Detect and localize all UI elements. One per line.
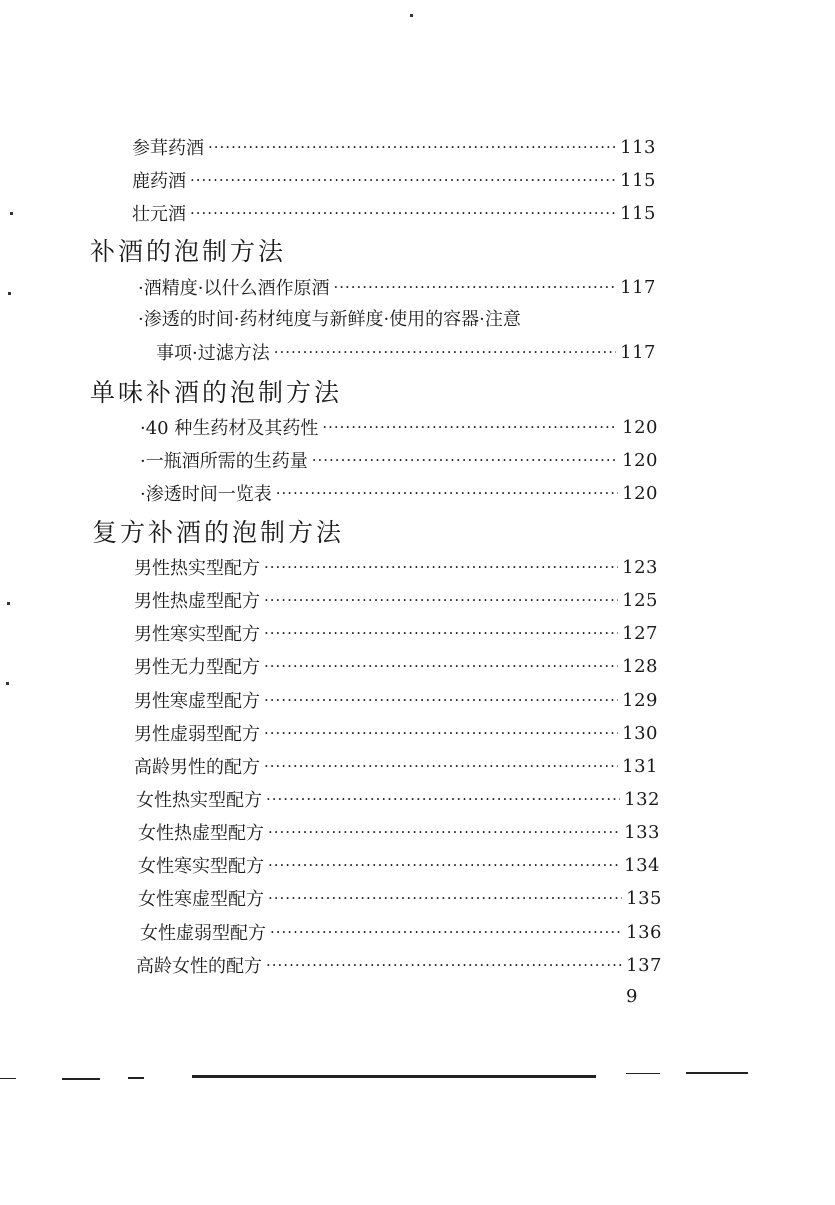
dot-leader [190, 204, 616, 222]
dot-leader [268, 889, 622, 907]
dot-leader [264, 724, 618, 742]
section-heading: 复方补酒的泡制方法 [92, 518, 345, 547]
toc-entry-label: 男性虚弱型配方 [134, 724, 260, 745]
toc-entry[interactable] [140, 444, 658, 476]
bottom-rule [62, 1078, 100, 1080]
dot-leader [270, 923, 622, 941]
toc-entry-label: 参茸药酒 [132, 138, 204, 159]
toc-entry-page: 135 [626, 887, 662, 909]
toc-entry[interactable] [138, 882, 662, 914]
bottom-rule [686, 1072, 748, 1074]
scan-speck [410, 14, 413, 17]
toc-entry[interactable] [136, 949, 662, 981]
toc-entry-page: 120 [622, 449, 658, 471]
toc-entry[interactable] [132, 164, 656, 196]
section-heading: 单味补酒的泡制方法 [90, 378, 343, 407]
toc-entry-page: 117 [620, 276, 656, 298]
toc-entry-label: ·渗透时间一览表 [140, 484, 272, 505]
scan-speck [7, 602, 10, 605]
toc-entry[interactable] [140, 477, 658, 509]
dot-leader [264, 591, 618, 609]
toc-entry-label: 男性寒虚型配方 [134, 691, 260, 712]
toc-entry-page: 130 [622, 722, 658, 744]
dot-leader [264, 558, 618, 576]
toc-entry-page: 127 [622, 622, 658, 644]
scan-speck [6, 682, 9, 685]
toc-entry[interactable] [140, 916, 662, 948]
scan-speck [8, 292, 11, 295]
toc-entry[interactable] [134, 717, 658, 749]
toc-entry-page: 134 [624, 854, 660, 876]
toc-entry-page: 120 [622, 482, 658, 504]
dot-leader [264, 757, 618, 775]
toc-entry[interactable] [134, 584, 658, 616]
toc-entry[interactable] [134, 684, 658, 716]
toc-entry[interactable] [132, 131, 656, 163]
toc-entry-page: 132 [624, 788, 660, 810]
toc-entry[interactable] [138, 271, 656, 303]
toc-entry[interactable] [138, 816, 660, 848]
toc-entry-label: 女性寒实型配方 [138, 856, 264, 877]
dot-leader [268, 856, 620, 874]
toc-entry-page: 117 [620, 341, 656, 363]
toc-entry[interactable] [134, 617, 658, 649]
toc-entry[interactable] [140, 411, 658, 443]
dot-leader [264, 624, 618, 642]
toc-entry[interactable] [138, 849, 660, 881]
dot-leader [266, 956, 622, 974]
toc-entry-label: 壮元酒 [132, 204, 186, 225]
dot-leader [190, 171, 616, 189]
toc-entry-label: 女性热虚型配方 [138, 823, 264, 844]
dot-leader [266, 790, 620, 808]
dot-leader [333, 278, 616, 296]
toc-entry[interactable] [132, 197, 656, 229]
dot-leader [208, 138, 616, 156]
toc-entry-page: 137 [626, 954, 662, 976]
dot-leader [312, 451, 618, 469]
section-heading: 补酒的泡制方法 [90, 237, 287, 266]
dot-leader [264, 691, 618, 709]
toc-entry-label: 女性虚弱型配方 [140, 923, 266, 944]
toc-entry-label: 男性寒实型配方 [134, 624, 260, 645]
toc-entry-label: 男性无力型配方 [134, 657, 260, 678]
bottom-rule [0, 1078, 16, 1079]
toc-entry-page: 136 [626, 921, 662, 943]
toc-entry-page: 115 [620, 169, 656, 191]
toc-entry[interactable] [134, 551, 658, 583]
toc-entry-label: 高龄男性的配方 [134, 757, 260, 778]
bottom-rule [192, 1075, 596, 1078]
toc-entry[interactable] [156, 336, 656, 368]
toc-entry[interactable] [134, 750, 658, 782]
toc-entry-page: 113 [620, 136, 656, 158]
toc-entry[interactable] [136, 783, 660, 815]
toc-entry-label: 女性热实型配方 [136, 790, 262, 811]
toc-entry-label: 男性热虚型配方 [134, 591, 260, 612]
toc-entry-label-line1: ·渗透的时间·药材纯度与新鲜度·使用的容器·注意 [138, 309, 521, 330]
scan-speck [10, 212, 13, 215]
toc-entry-page: 129 [622, 689, 658, 711]
toc-entry-label: ·一瓶酒所需的生药量 [140, 451, 308, 472]
toc-entry-label: 男性热实型配方 [134, 558, 260, 579]
dot-leader [322, 418, 618, 436]
toc-entry-label: 高龄女性的配方 [136, 956, 262, 977]
bottom-rule [128, 1077, 144, 1079]
toc-entry-page: 123 [622, 556, 658, 578]
page-number: 9 [626, 986, 638, 1007]
toc-entry-page: 125 [622, 589, 658, 611]
toc-entry-label: 事项·过滤方法 [156, 343, 270, 364]
toc-entry-page: 120 [622, 416, 658, 438]
dot-leader [276, 484, 618, 502]
toc-entry-label: ·40 种生药材及其药性 [140, 418, 319, 439]
toc-entry-page: 131 [622, 755, 658, 777]
dot-leader [264, 657, 618, 675]
toc-entry-page: 128 [622, 655, 658, 677]
dot-leader [268, 823, 620, 841]
toc-entry-page: 115 [620, 202, 656, 224]
toc-entry-label: 女性寒虚型配方 [138, 889, 264, 910]
toc-entry[interactable] [134, 650, 658, 682]
dot-leader [274, 343, 616, 361]
bottom-rule [626, 1073, 660, 1074]
toc-entry-label: ·酒精度·以什么酒作原酒 [138, 278, 330, 299]
toc-entry-page: 133 [624, 821, 660, 843]
toc-entry-label: 鹿药酒 [132, 171, 186, 192]
